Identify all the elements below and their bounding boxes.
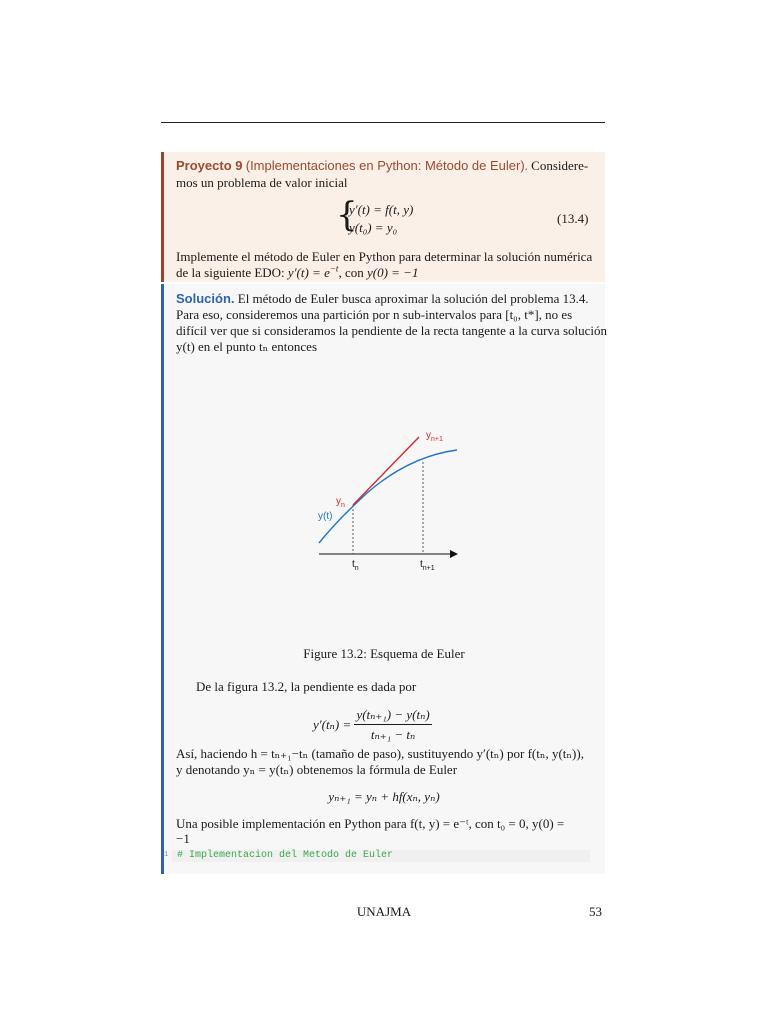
label-tn: $t_n$: [352, 559, 359, 572]
body-para3-line1: Una posible implementación en Python para f(t, y) = e⁻ᵗ, con t₀ = 0, y(0) =: [176, 816, 565, 831]
footer-center: UNAJMA: [356, 904, 412, 919]
project-intro-line2: mos un problema de valor inicial: [176, 175, 348, 190]
ivp-equation-2: y(t₀) = y₀: [349, 220, 398, 235]
slope-equation: y′(tₙ) = $\frac{\text{y(tₙ₊₁) − y(tₙ)}}{\text{tₙ₊₁ − tₙ}}$: [313, 707, 430, 742]
solution-line3: difícil ver que si consideramos la pendiente de la recta tangente a la curva solución: [176, 323, 607, 338]
body-para2-line2: y denotando yₙ = y(tₙ) obtenemos la fórmula de Euler: [176, 762, 458, 777]
project-subtitle: (Implementaciones en Python: Método de Euler): [245, 158, 525, 173]
header-rule: [161, 122, 605, 123]
project-intro-end: Considere-: [527, 158, 589, 173]
code-line-number: 1: [164, 851, 169, 859]
euler-diagram: [312, 425, 467, 580]
cases-brace: {: [336, 195, 358, 235]
euler-formula: yₙ₊₁ = yₙ + hf(xₙ, yₙ): [328, 789, 440, 804]
project-task-line1: Implemente el método de Euler en Python para determinar la solución numérica: [176, 249, 593, 264]
project-heading: Proyecto 9: [176, 158, 243, 173]
label-yn: $y_n$: [336, 496, 345, 509]
ivp-equation-1: y′(t) = f(t, y): [349, 202, 414, 217]
project-task-line2: de la siguiente EDO: $y'(t) = e^{-t}$, con y(0) = −1: [176, 263, 419, 280]
solution-line1: Solución. El método de Euler busca aproximar la solución del problema 13.4.: [176, 291, 589, 306]
solution-line4: y(t) en el punto tₙ entonces: [176, 339, 318, 354]
label-yt: y(t): [318, 511, 333, 522]
tangent-line: [353, 437, 419, 505]
code-comment: # Implementacion del Metodo de Euler: [177, 850, 394, 861]
body-para3-line2: −1: [176, 831, 190, 846]
project-intro: Proyecto 9 (Implementaciones en Python: Método de Euler). Considere-: [176, 158, 589, 173]
figure-caption: Figure 13.2: Esquema de Euler: [303, 646, 465, 661]
label-tn1: $t_{n+1}$: [420, 559, 435, 572]
page-number: 53: [589, 904, 602, 919]
body-para2-line1: Así, haciendo h = tₙ₊₁−tₙ (tamaño de paso), sustituyendo y′(tₙ) por f(tₙ, y(tₙ)),: [176, 746, 584, 761]
solution-line2: Para eso, consideremos una partición por n sub-intervalos para [t₀, t*], no es: [176, 307, 573, 322]
equation-number: (13.4): [557, 211, 589, 226]
solution-label: Solución.: [176, 291, 235, 306]
body-para1: De la figura 13.2, la pendiente es dada por: [196, 679, 417, 694]
label-yn1: $y_{n+1}$: [426, 430, 443, 443]
slope-fraction: $\frac{\text{y(tₙ₊₁) − y(tₙ)}}{\text{tₙ₊₁ − tₙ}}$: [356, 707, 430, 742]
